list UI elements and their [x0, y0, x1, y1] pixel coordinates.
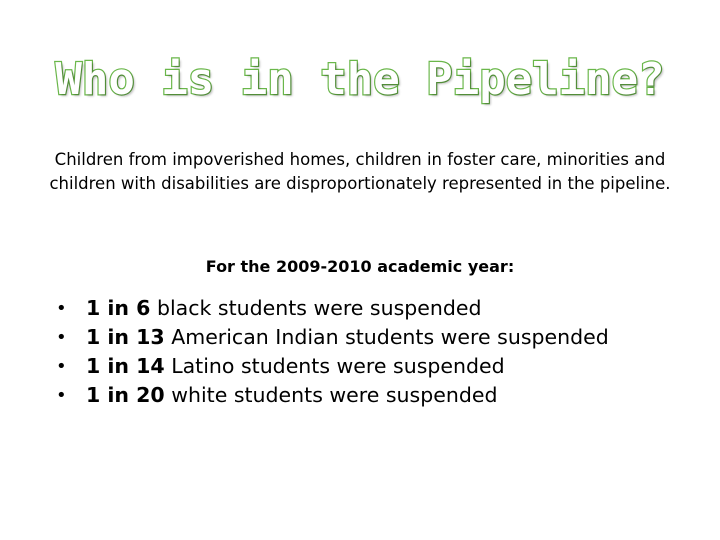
- stat-description: American Indian students were suspended: [164, 325, 609, 349]
- suspension-stats-list: [50, 294, 710, 410]
- stat-ratio: 1 in 20: [86, 383, 165, 407]
- stat-text: [86, 294, 482, 323]
- list-item: [50, 381, 710, 410]
- stat-text: [86, 352, 505, 381]
- intro-paragraph: Children from impoverished homes, children in foster care, minorities and children with disabilities are disproportionately represented in the pipeline.: [49, 150, 671, 193]
- bullet-icon: •: [56, 327, 67, 348]
- stat-description: Latino students were suspended: [164, 354, 505, 378]
- list-item: [50, 294, 710, 323]
- slide-title: Who is in the Pipeline?: [55, 54, 665, 105]
- stat-text: [86, 323, 609, 352]
- academic-year-heading: For the 2009-2010 academic year:: [205, 257, 515, 276]
- bullet-icon: •: [56, 385, 67, 406]
- stat-ratio: 1 in 13: [86, 325, 165, 349]
- list-item: [50, 323, 710, 352]
- stat-text: [86, 381, 497, 410]
- list-item: [50, 352, 710, 381]
- stat-ratio: 1 in 6: [86, 296, 151, 320]
- stat-description: black students were suspended: [150, 296, 482, 320]
- stat-ratio: 1 in 14: [86, 354, 165, 378]
- bullet-icon: •: [56, 298, 67, 319]
- stat-description: white students were suspended: [164, 383, 498, 407]
- bullet-icon: •: [56, 356, 67, 377]
